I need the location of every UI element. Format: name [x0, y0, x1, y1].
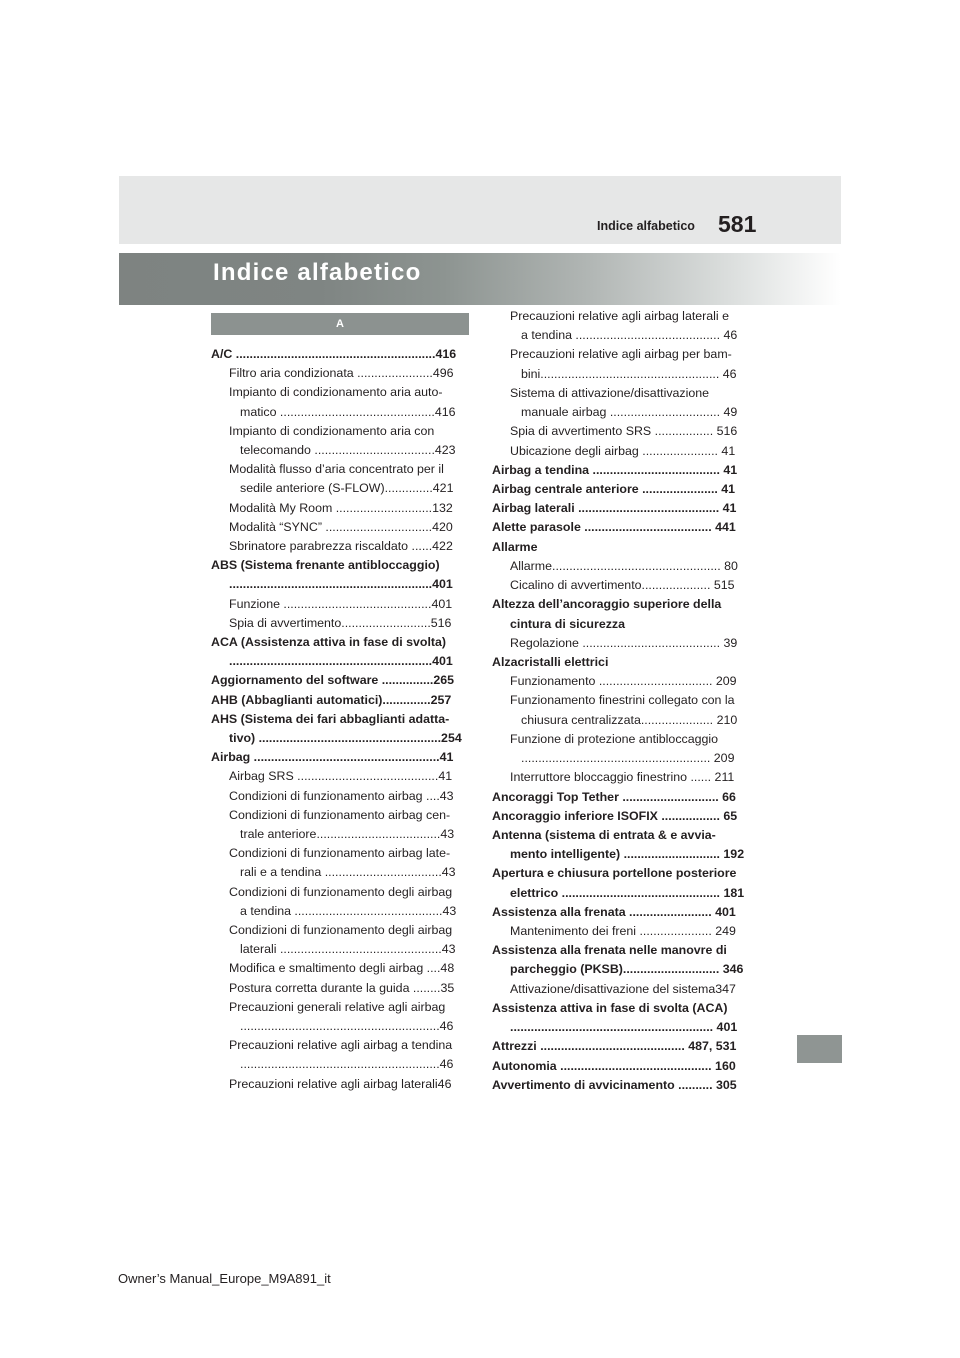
index-entry: Precauzioni generali relative agli airbag — [229, 999, 446, 1014]
page-title: Indice alfabetico — [213, 259, 422, 286]
index-entry: Alzacristalli elettrici — [492, 654, 609, 669]
index-entry: Alette parasole ..................................... 441 — [492, 520, 736, 535]
index-entry: Sbrinatore parabrezza riscaldato ......422 — [229, 539, 453, 553]
index-entry: Ancoraggi Top Tether ............................ 66 — [492, 789, 736, 804]
index-entry: Assistenza attiva in fase di svolta (ACA) — [492, 1000, 728, 1015]
index-entry: telecomando ...................................423 — [240, 443, 456, 457]
index-entry: Ancoraggio inferiore ISOFIX ................. 65 — [492, 808, 738, 823]
index-entry: Precauzioni relative agli airbag per bam- — [510, 347, 732, 362]
index-entry: Airbag ......................................................41 — [211, 750, 454, 765]
index-entry: Sistema di attivazione/disattivazione — [510, 385, 710, 400]
index-entry: ACA (Assistenza attiva in fase di svolta) — [211, 635, 447, 649]
index-entry: laterali ...............................................43 — [240, 942, 456, 957]
index-entry: Attrezzi .......................................... 487, 531 — [492, 1039, 737, 1054]
index-entry: Funzione di protezione antibloccaggio — [510, 731, 719, 746]
index-entry: Regolazione ........................................ 39 — [510, 635, 738, 650]
index-entry: Condizioni di funzionamento airbag late- — [229, 846, 451, 861]
index-entry: Precauzioni relative agli airbag laterali46 — [229, 1076, 452, 1091]
index-entry: Modalità “SYNC” ...............................420 — [229, 519, 453, 534]
index-entry: chiusura centralizzata..................... 210 — [521, 712, 738, 727]
index-entry: AHS (Sistema dei fari abbaglianti adatta- — [211, 711, 450, 726]
index-entry: Mantenimento dei freni ..................... 249 — [510, 924, 736, 939]
index-entry: Aggiornamento del software ...............265 — [211, 673, 455, 688]
index-entry: tivo) .....................................................254 — [229, 731, 462, 745]
index-entry: ...........................................................401 — [229, 654, 453, 669]
index-entry: Filtro aria condizionata ......................496 — [229, 366, 454, 381]
chapter-tab — [797, 1035, 842, 1063]
index-entry: ..........................................................46 — [240, 1057, 454, 1072]
index-entry: Assistenza alla frenata nelle manovre di — [492, 943, 727, 958]
footer-manual-id: Owner’s Manual_Europe_M9A891_it — [118, 1271, 331, 1286]
index-entry: Spia di avvertimento..........................516 — [229, 615, 452, 630]
index-entry: ........................................................... 401 — [510, 1020, 738, 1035]
index-entry: Funzionamento ................................. 209 — [510, 674, 737, 689]
index-entry: sedile anteriore (S-FLOW)..............421 — [240, 481, 454, 496]
index-entry: Allarme — [492, 539, 538, 554]
index-entry: Cicalino di avvertimento.................... 515 — [510, 578, 735, 593]
index-entry: Ubicazione degli airbag ...................... 41 — [510, 443, 736, 458]
index-entry: elettrico .............................................. 181 — [510, 885, 745, 900]
index-entry: Interruttore bloccaggio finestrino ...... 211 — [510, 770, 735, 785]
index-entry: matico .............................................416 — [240, 404, 456, 419]
index-entry: Condizioni di funzionamento airbag cen- — [229, 807, 451, 822]
index-entry: Autonomia ............................................ 160 — [492, 1058, 736, 1073]
index-entry: Airbag SRS .........................................41 — [229, 769, 453, 784]
index-entry: cintura di sicurezza — [510, 616, 625, 631]
index-entry: trale anteriore....................................43 — [240, 827, 455, 841]
index-entry: Condizioni di funzionamento airbag ....43 — [229, 788, 454, 803]
index-entry: Airbag a tendina ..................................... 41 — [492, 462, 738, 477]
index-entry: Modalità flusso d’aria concentrato per il — [229, 462, 444, 477]
index-entry: Funzionamento finestrini collegato con la — [510, 693, 735, 708]
index-entry: Assistenza alla frenata ........................ 401 — [492, 904, 736, 919]
index-entry: Modifica e smaltimento degli airbag ....48 — [229, 961, 455, 976]
index-entry: Allarme................................................. 80 — [510, 558, 738, 573]
index-entry: rali e a tendina ..................................43 — [240, 865, 456, 880]
index-entry: manuale airbag ................................ 49 — [521, 405, 738, 420]
index-entry: bini.................................................... 46 — [521, 366, 737, 381]
header-section-title: Indice alfabetico — [597, 219, 695, 233]
index-entry: ABS (Sistema frenante antibloccaggio) — [211, 558, 440, 573]
index-entry: A/C ..........................................................416 — [211, 347, 457, 361]
index-entry: Precauzioni relative agli airbag a tendina — [229, 1038, 453, 1053]
page-number: 581 — [718, 211, 757, 237]
index-entry: Precauzioni relative agli airbag laterali e — [510, 309, 730, 323]
index-entry: Apertura e chiusura portellone posteriore — [492, 866, 737, 881]
index-entry: Postura corretta durante la guida ........35 — [229, 980, 455, 995]
index-entry: Condizioni di funzionamento degli airbag — [229, 884, 453, 899]
index-entry: AHB (Abbaglianti automatici)..............257 — [211, 692, 452, 707]
index-entry: a tendina ...........................................43 — [240, 903, 457, 918]
index-entry: Antenna (sistema di entrata & e avvia- — [492, 827, 716, 842]
index-entry: Modalità My Room ............................132 — [229, 500, 453, 515]
index-entry: mento intelligente) ............................ 192 — [510, 847, 745, 862]
index-entry: ....................................................... 209 — [521, 751, 735, 766]
index-entry: Airbag centrale anteriore ...................... 41 — [492, 481, 736, 496]
index-entry: Impianto di condizionamento aria con — [229, 423, 435, 438]
index-entry: Spia di avvertimento SRS ................. 516 — [510, 424, 738, 439]
index-entry: ...........................................................401 — [229, 577, 453, 592]
index-entry: Condizioni di funzionamento degli airbag — [229, 923, 453, 937]
index-entry: Funzione ...........................................401 — [229, 596, 453, 611]
index-entry: Avvertimento di avvicinamento .......... 305 — [492, 1077, 737, 1092]
section-letter-bar: A — [211, 313, 469, 335]
index-entry: Airbag laterali ......................................... 41 — [492, 501, 737, 516]
index-entry: Attivazione/disattivazione del sistema347 — [510, 981, 736, 996]
index-entry: a tendina .......................................... 46 — [521, 328, 738, 343]
index-entry: ..........................................................46 — [240, 1019, 454, 1033]
index-entry: Impianto di condizionamento aria auto- — [229, 385, 443, 400]
index-entry: Altezza dell’ancoraggio superiore della — [492, 597, 722, 612]
index-entry: parcheggio (PKSB)............................ 346 — [510, 962, 744, 977]
